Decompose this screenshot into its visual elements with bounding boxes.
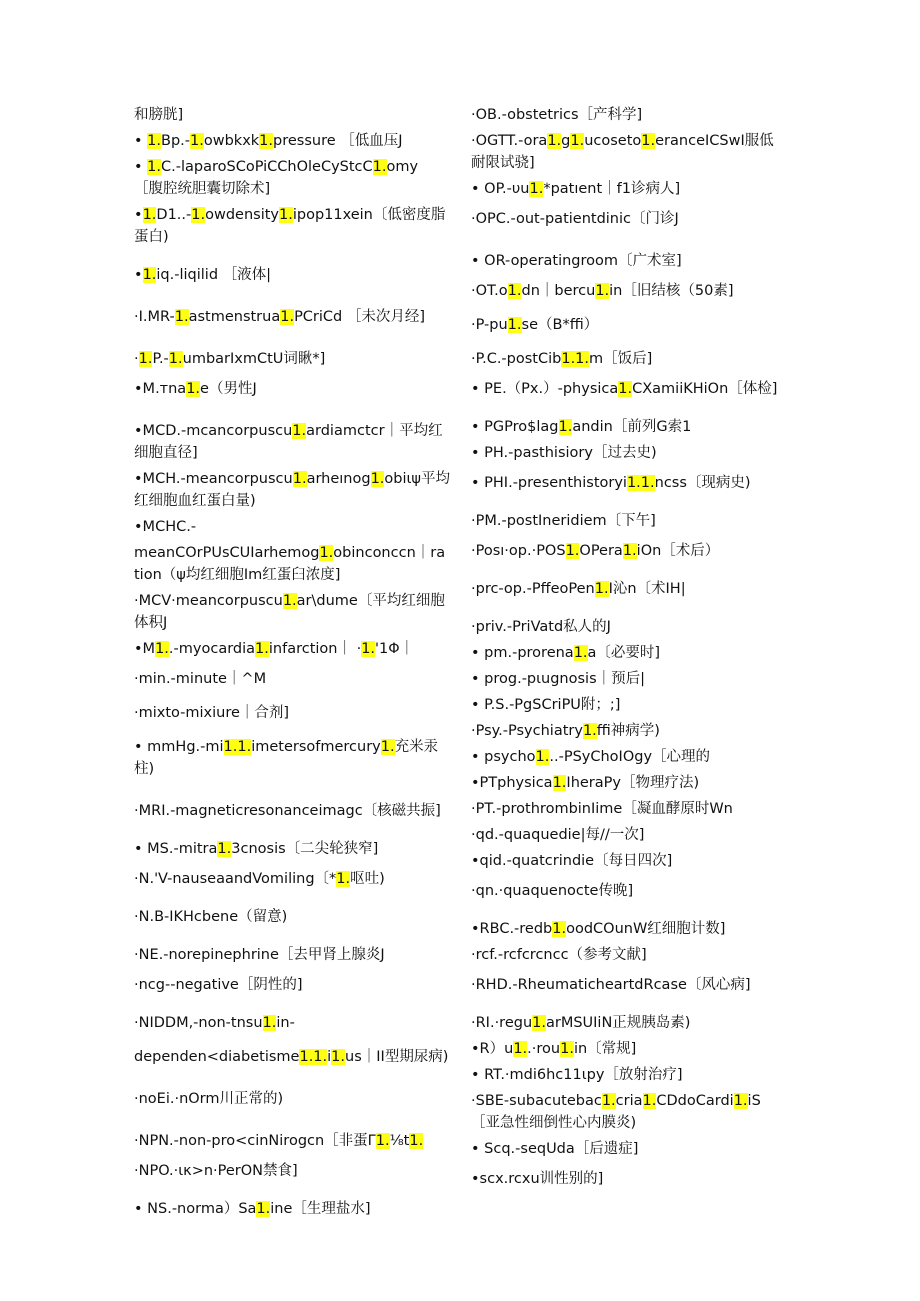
- abbreviation-entry: [471, 578, 783, 600]
- entry-text: obinconccn｜ration（ψ均红细胞Im红蛋臼浓度]: [134, 545, 446, 583]
- abbreviation-entry: [471, 974, 783, 996]
- abbreviation-entry: [134, 204, 450, 248]
- abbreviation-entry: [134, 1088, 450, 1110]
- highlighted-text: 1.: [361, 641, 376, 657]
- entry-text: ·MCV·meancorpuscu: [134, 593, 283, 609]
- entry-text: ·SBE-subacutebac: [471, 1093, 602, 1109]
- entry-text: ⅛t: [389, 1133, 410, 1149]
- highlighted-text: 1.: [292, 423, 307, 439]
- entry-text: OPera: [579, 543, 623, 559]
- entry-text: ·ncg--negative［阴性的]: [134, 977, 303, 993]
- entry-text: CDdoCardi: [656, 1093, 734, 1109]
- abbreviation-entry: [134, 1198, 450, 1220]
- entry-text: • PGPro$lag: [471, 419, 559, 435]
- entry-text: •scx.rcxu训性别的]: [471, 1171, 604, 1187]
- abbreviation-entry: [471, 130, 783, 174]
- abbreviation-entry: [134, 906, 450, 928]
- highlighted-text: 1.: [547, 133, 562, 149]
- abbreviation-entry: [134, 668, 450, 690]
- highlighted-text: 1.: [292, 471, 307, 487]
- highlighted-text: 1.1.: [561, 351, 590, 367]
- entry-text: omy ［腹腔统胆囊切除术]: [134, 159, 419, 197]
- entry-text: I沁n〔术IH|: [608, 581, 686, 597]
- abbreviation-entry: [471, 472, 783, 494]
- entry-text: ardiamctcr｜平均红细胞直径]: [134, 423, 443, 461]
- entry-text: ine［生理盐水]: [270, 1201, 371, 1217]
- abbreviation-entry: [471, 1012, 783, 1034]
- entry-text: 充米汞柱): [134, 739, 439, 777]
- entry-text: CXamiiKHiOn［体检]: [632, 381, 778, 397]
- entry-text: se（B*ffi）: [521, 317, 599, 333]
- highlighted-text: 1.: [565, 543, 580, 559]
- entry-text: '1Φ｜: [375, 641, 415, 657]
- entry-text: • MS.-mitra: [134, 841, 218, 857]
- entry-text: infarction｜ ·: [268, 641, 362, 657]
- entry-text: • NS.-norma）Sa: [134, 1201, 257, 1217]
- entry-text: i: [327, 1049, 332, 1065]
- abbreviation-entry: [471, 378, 783, 400]
- abbreviation-entry: [471, 280, 783, 302]
- entry-text: • OP.-υu: [471, 181, 530, 197]
- abbreviation-entry: [134, 420, 450, 464]
- entry-text: Bp.-: [161, 133, 191, 149]
- abbreviation-entry: [134, 944, 450, 966]
- entry-text: • pm.-prorena: [471, 645, 574, 661]
- entry-text: •R）u: [471, 1041, 514, 1057]
- entry-text: 呕吐): [350, 871, 385, 887]
- entry-text: •: [134, 159, 148, 175]
- abbreviation-entry: [134, 1046, 450, 1068]
- entry-text: ·Posı·op.·POS: [471, 543, 566, 559]
- entry-text: arMSUIiN正规胰岛素): [545, 1015, 691, 1031]
- entry-text: •RBC.-redb: [471, 921, 553, 937]
- abbreviation-entry: [471, 772, 783, 794]
- abbreviation-entry: [134, 104, 450, 126]
- entry-text: ·OGTT.-ora: [471, 133, 548, 149]
- abbreviation-entry: [471, 348, 783, 370]
- entry-text: ·prc-op.-PffeoPen: [471, 581, 595, 597]
- entry-text: •: [134, 267, 143, 283]
- entry-text: andin［前列G索1: [572, 419, 692, 435]
- highlighted-text: 1.: [409, 1133, 424, 1149]
- highlighted-text: 1.: [642, 1093, 657, 1109]
- entry-text: ·qd.-quaquedie|每//一次]: [471, 827, 645, 843]
- highlighted-text: 1.: [507, 317, 522, 333]
- abbreviation-entry: [471, 824, 783, 846]
- entry-text: ·NE.-norepinephrine［去甲肾上腺炎J: [134, 947, 385, 963]
- entry-text: • psycho: [471, 749, 536, 765]
- highlighted-text: 1.: [372, 159, 387, 175]
- abbreviation-entry: [134, 378, 450, 400]
- highlighted-text: 1.: [532, 1015, 546, 1031]
- entry-text: ·RHD.-RheumaticheartdRcase〔风心病]: [471, 977, 751, 993]
- entry-text: • PH.-pasthisiory［过去史): [471, 445, 657, 461]
- left-column: [134, 104, 450, 1220]
- entry-text: imetersofmercury: [251, 739, 381, 755]
- abbreviation-entry: [471, 880, 783, 902]
- entry-text: • PHI.-presenthistoryi: [471, 475, 627, 491]
- abbreviation-entry: [134, 974, 450, 996]
- entry-text: • OR-operatingroom〔广术室]: [471, 253, 682, 269]
- highlighted-text: 1.: [595, 283, 610, 299]
- entry-text: ipop11xein〔低密度脂蛋白): [134, 207, 446, 245]
- entry-text: *patıent｜f1诊病人]: [543, 181, 681, 197]
- entry-text: g: [561, 133, 571, 149]
- highlighted-text: 1.: [573, 645, 588, 661]
- entry-text: cria: [615, 1093, 643, 1109]
- abbreviation-entry: [134, 264, 450, 286]
- abbreviation-entry: [471, 668, 783, 690]
- entry-text: e（男性J: [200, 381, 257, 397]
- entry-text: • P.S.-PgSCriPU附；;]: [471, 697, 621, 713]
- entry-text: obiιψ平均红细胞血红蛋白量): [134, 471, 450, 509]
- entry-text: ·RI.·regu: [471, 1015, 533, 1031]
- right-column: [471, 104, 783, 1190]
- highlighted-text: 1.: [375, 1133, 390, 1149]
- entry-text: • Scq.-seqUda［后遗症]: [471, 1141, 639, 1157]
- entry-text: .-myocardia: [168, 641, 256, 657]
- highlighted-text: 1.: [138, 351, 153, 367]
- entry-text: D1..-: [156, 207, 192, 223]
- abbreviation-entry: [471, 442, 783, 464]
- entry-text: .·rou: [527, 1041, 561, 1057]
- entry-text: ·PM.-postIneridiem〔下午]: [471, 513, 656, 529]
- entry-text: PCriCd ［未次月经]: [294, 309, 426, 325]
- entry-text: owbkxk: [203, 133, 260, 149]
- highlighted-text: 1.: [507, 283, 522, 299]
- abbreviation-entry: [134, 590, 450, 634]
- highlighted-text: 1.: [560, 1041, 574, 1057]
- entry-text: ·NPO.·ικ>n·PerON禁食]: [134, 1163, 298, 1179]
- highlighted-text: 1.: [186, 381, 201, 397]
- entry-text: ·rcf.-rcfcrcncc（参考文献]: [471, 947, 647, 963]
- highlighted-text: 1.: [529, 181, 544, 197]
- entry-text: ffi神病学): [596, 723, 660, 739]
- entry-text: iS［亚急性细倒性心内膜炎): [471, 1093, 761, 1131]
- abbreviation-entry: [134, 156, 450, 200]
- abbreviation-entry: [471, 694, 783, 716]
- highlighted-text: 1.: [280, 309, 295, 325]
- entry-text: ·priv.-PriVatd私人的J: [471, 619, 611, 635]
- abbreviation-entry: [134, 468, 450, 512]
- highlighted-text: 1.: [380, 739, 395, 755]
- highlighted-text: 1.: [336, 871, 351, 887]
- entry-text: a〔必要时]: [587, 645, 661, 661]
- highlighted-text: 1.: [558, 419, 573, 435]
- highlighted-text: 1.: [618, 381, 633, 397]
- entry-text: • mmHg.-mi: [134, 739, 224, 755]
- highlighted-text: 1.: [147, 133, 162, 149]
- highlighted-text: 1.: [256, 1201, 271, 1217]
- entry-text: pressure ［低血压J: [273, 133, 403, 149]
- entry-text: •M: [134, 641, 156, 657]
- entry-text: P.-: [152, 351, 169, 367]
- highlighted-text: 1.: [552, 921, 567, 937]
- entry-text: ·qn.·quaquenocte传晚]: [471, 883, 634, 899]
- highlighted-text: 1.: [582, 723, 597, 739]
- abbreviation-entry: [471, 850, 783, 872]
- abbreviation-entry: [471, 208, 783, 230]
- entry-text: ..-PSyChoIOgy［心理的: [549, 749, 711, 765]
- entry-text: IheraPy［物理疗法): [566, 775, 700, 791]
- highlighted-text: 1.: [174, 309, 189, 325]
- highlighted-text: 1.: [282, 593, 297, 609]
- highlighted-text: 1.: [552, 775, 567, 791]
- entry-text: ·Psy.-Psychiatry: [471, 723, 583, 739]
- abbreviation-entry: [471, 104, 783, 126]
- highlighted-text: 1.: [370, 471, 385, 487]
- entry-text: ·N.'V-nauseaandVomiling〔*: [134, 871, 337, 887]
- highlighted-text: 1.: [259, 133, 274, 149]
- entry-text: •MCHC.-: [134, 519, 197, 535]
- abbreviation-entry: [471, 416, 783, 438]
- highlighted-text: 1.: [622, 543, 637, 559]
- abbreviation-entry: [471, 178, 783, 200]
- entry-text: ·P.C.-postCib: [471, 351, 562, 367]
- abbreviation-entry: [471, 616, 783, 638]
- abbreviation-entry: [471, 250, 783, 272]
- abbreviation-entry: [134, 306, 450, 328]
- highlighted-text: 1.: [262, 1015, 277, 1031]
- highlighted-text: 1.: [733, 1093, 748, 1109]
- entry-text: ·P-pu: [471, 317, 508, 333]
- entry-text: • prog.-pιugnosis｜预后|: [471, 671, 646, 687]
- abbreviation-entry: [471, 540, 783, 562]
- highlighted-text: 1.: [535, 749, 550, 765]
- abbreviation-entry: [134, 638, 450, 660]
- entry-text: ·min.-minute｜^M: [134, 671, 267, 687]
- entry-text: owdensity: [205, 207, 279, 223]
- entry-text: • RT.·mdi6hc11ιpy［放射治疗]: [471, 1067, 683, 1083]
- entry-text: ·OB.-obstetrics［产科学]: [471, 107, 643, 123]
- entry-text: ·NPN.-non-pro<cinNirogcn［非蛋Γ: [134, 1133, 376, 1149]
- entry-text: in［旧结核（50素]: [609, 283, 734, 299]
- abbreviation-entry: [471, 918, 783, 940]
- entry-text: oodCOunW红细胞计数]: [566, 921, 726, 937]
- entry-text: ·OT.o: [471, 283, 508, 299]
- abbreviation-entry: [134, 838, 450, 860]
- abbreviation-entry: [134, 516, 450, 538]
- highlighted-text: 1.: [142, 207, 157, 223]
- abbreviation-entry: [134, 702, 450, 724]
- highlighted-text: 1.: [217, 841, 232, 857]
- highlighted-text: 1.: [142, 267, 157, 283]
- entry-text: •M.тna: [134, 381, 187, 397]
- entry-text: ·N.B-IKHcbene（留意): [134, 909, 288, 925]
- entry-text: 和膀胱]: [134, 107, 184, 123]
- entry-text: •: [134, 133, 148, 149]
- entry-text: us｜II型期尿病): [345, 1049, 449, 1065]
- abbreviation-entry: [471, 642, 783, 664]
- entry-text: meanCOrPUsCUIarhemog: [134, 545, 320, 561]
- highlighted-text: 1.: [641, 133, 656, 149]
- entry-text: ·NIDDM,-non-tnsu: [134, 1015, 263, 1031]
- abbreviation-entry: [471, 1090, 783, 1134]
- entry-text: dn｜bercu: [521, 283, 596, 299]
- abbreviation-entry: [471, 1064, 783, 1086]
- entry-text: •MCH.-meancorpuscu: [134, 471, 293, 487]
- entry-text: ·: [134, 351, 139, 367]
- abbreviation-entry: [134, 1130, 450, 1152]
- entry-text: •qid.-quatcrindie〔每日四次]: [471, 853, 673, 869]
- entry-text: ·MRI.-magneticresonanceimagc〔核磁共振]: [134, 803, 441, 819]
- abbreviation-entry: [471, 798, 783, 820]
- highlighted-text: 1.: [191, 207, 206, 223]
- entry-text: ·mixto-mixiure｜合剂]: [134, 705, 290, 721]
- highlighted-text: 1.: [331, 1049, 346, 1065]
- abbreviation-entry: [471, 1138, 783, 1160]
- abbreviation-entry: [471, 1168, 783, 1190]
- abbreviation-entry: [134, 130, 450, 152]
- highlighted-text: 1.1.: [626, 475, 655, 491]
- highlighted-text: 1.: [155, 641, 169, 657]
- entry-text: ·OPC.-out-patientdinic〔门诊J: [471, 211, 679, 227]
- highlighted-text: 1.: [513, 1041, 528, 1057]
- highlighted-text: 1.: [168, 351, 183, 367]
- abbreviation-entry: [134, 800, 450, 822]
- entry-text: ar\dume〔平均红细胞体积J: [134, 593, 445, 631]
- entry-text: iq.-liqilid ［液体|: [156, 267, 272, 283]
- highlighted-text: 1.: [601, 1093, 616, 1109]
- entry-text: iOn［术后）: [636, 543, 720, 559]
- entry-text: ucoseto: [584, 133, 642, 149]
- abbreviation-entry: [471, 944, 783, 966]
- entry-text: •PTphysica: [471, 775, 553, 791]
- entry-text: ·I.MR-: [134, 309, 175, 325]
- abbreviation-entry: [471, 510, 783, 532]
- entry-text: umbarIxmCtU词瞅*]: [182, 351, 326, 367]
- abbreviation-entry: [134, 348, 450, 370]
- entry-text: astmenstrua: [188, 309, 281, 325]
- highlighted-text: 1.: [570, 133, 585, 149]
- entry-text: ·noEi.·nOrm川正常的): [134, 1091, 284, 1107]
- entry-text: in〔常规]: [573, 1041, 637, 1057]
- highlighted-text: 1.1.: [299, 1049, 328, 1065]
- abbreviation-entry: [471, 314, 783, 336]
- abbreviation-entry: [134, 1012, 450, 1034]
- abbreviation-entry: [471, 746, 783, 768]
- entry-text: C.-laparoSCoPiCChOleCyStcC: [161, 159, 373, 175]
- highlighted-text: 1.: [594, 581, 609, 597]
- highlighted-text: 1.1.: [223, 739, 252, 755]
- entry-text: 3cnosis〔二尖轮狭窄]: [231, 841, 379, 857]
- highlighted-text: 1.: [319, 545, 334, 561]
- abbreviation-entry: [471, 720, 783, 742]
- abbreviation-entry: [134, 736, 450, 780]
- abbreviation-entry: [134, 868, 450, 890]
- entry-text: •: [134, 207, 143, 223]
- entry-text: eranceICSwI服低耐限试骁]: [471, 133, 774, 171]
- entry-text: ·PT.-prothrombinIime［凝血酵原时Wn: [471, 801, 733, 817]
- entry-text: ncss〔现病史): [654, 475, 751, 491]
- abbreviation-entry: [134, 542, 450, 586]
- highlighted-text: 1.: [279, 207, 293, 223]
- entry-text: arheınog: [306, 471, 371, 487]
- highlighted-text: 1.: [255, 641, 269, 657]
- entry-text: in-: [276, 1015, 295, 1031]
- entry-text: m［饭后]: [589, 351, 653, 367]
- abbreviation-entry: [471, 1038, 783, 1060]
- entry-text: dependen<diabetisme: [134, 1049, 300, 1065]
- highlighted-text: 1.: [190, 133, 204, 149]
- highlighted-text: 1.: [147, 159, 162, 175]
- abbreviation-entry: [134, 1160, 450, 1182]
- entry-text: • PE.（Px.）-physica: [471, 381, 619, 397]
- entry-text: •MCD.-mcancorpuscu: [134, 423, 293, 439]
